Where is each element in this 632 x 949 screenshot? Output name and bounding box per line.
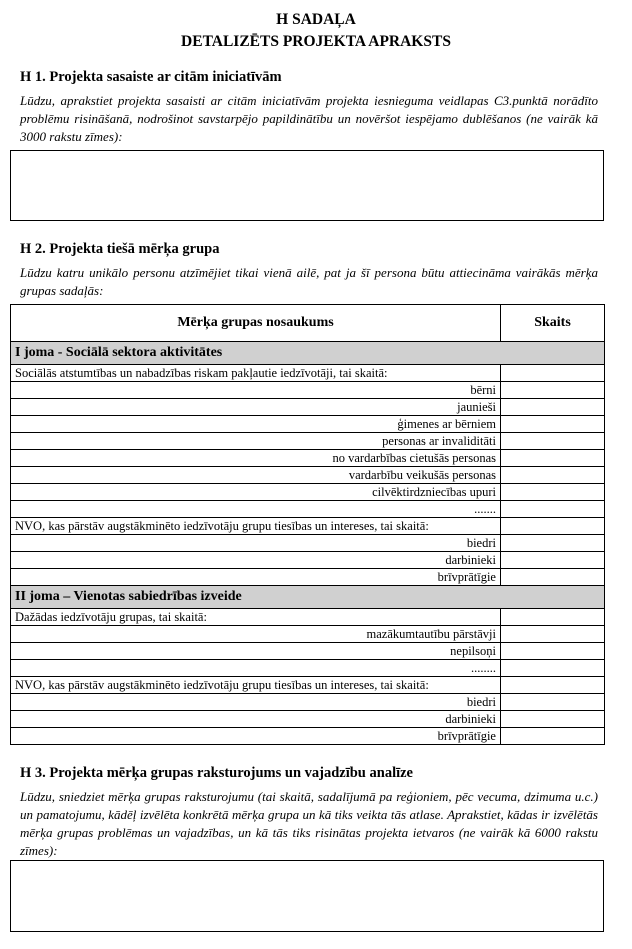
h1-instruction: Lūdzu, aprakstiet projekta sasaisti ar citām iniciatīvām projekta iesnieguma veidlapas C3.punktā norādīto problēmu risināšanā, nodrošinot savstarpējo papildinātību un novēršot iespējamo dublēšanos (ne vairāk kā 3000 rakstu zīmes): (20, 93, 598, 144)
h3-text-area[interactable] (10, 860, 604, 932)
count-cell[interactable] (501, 626, 605, 643)
h1-heading: H 1. Projekta sasaiste ar citām iniciatīvām (20, 69, 282, 85)
table-row (11, 643, 605, 660)
count-cell[interactable] (501, 569, 605, 586)
table-row (11, 484, 605, 501)
col-header-count: Skaits (501, 305, 605, 342)
subgroup-label: ģimenes ar bērniem (11, 416, 501, 433)
count-cell[interactable] (501, 382, 605, 399)
table-row (11, 677, 605, 694)
group-label: NVO, kas pārstāv augstākminēto iedzīvotāju grupu tiesības un intereses, tai skaitā: (11, 677, 501, 694)
group-label: NVO, kas pārstāv augstākminēto iedzīvotāju grupu tiesības un intereses, tai skaitā: (11, 518, 501, 535)
h3-heading: H 3. Projekta mērķa grupas raksturojums un vajadzību analīze (20, 765, 413, 781)
count-cell[interactable] (501, 694, 605, 711)
h3-instruction: Lūdzu, sniedziet mērķa grupas raksturojumu (tai skaitā, sadalījumā pa reģioniem, pēc vecuma, dzimuma u.c.) un pamatojumu, kādēļ izvēlēta konkrētā mērķa grupa un kā tiks veikta tās atlase. Aprakstiet, kādas ir izvēlētās mērķa grupas problēmas un vajadzības, un kā tās tiks risinātas projekta ietvaros (ne vairāk kā 6000 rakstu zīmes): (20, 789, 598, 858)
count-cell[interactable] (501, 365, 605, 382)
table-row (11, 535, 605, 552)
subgroup-label: darbinieki (11, 711, 501, 728)
count-cell[interactable] (501, 501, 605, 518)
group-label: Sociālās atstumtības un nabadzības riskam pakļautie iedzīvotāji, tai skaitā: (11, 365, 501, 382)
table-row (11, 467, 605, 484)
count-cell[interactable] (501, 711, 605, 728)
count-cell[interactable] (501, 643, 605, 660)
page-subtitle: DETALIZĒTS PROJEKTA APRAKSTS (181, 33, 451, 50)
subgroup-label: cilvēktirdzniecības upuri (11, 484, 501, 501)
table-row (11, 728, 605, 745)
count-cell[interactable] (501, 450, 605, 467)
table-row (11, 660, 605, 677)
table-row (11, 694, 605, 711)
table-row (11, 518, 605, 535)
count-cell[interactable] (501, 484, 605, 501)
table-header-row (11, 305, 605, 342)
subgroup-label: ....... (11, 501, 501, 518)
h2-instruction: Lūdzu katru unikālo personu atzīmējiet tikai vienā ailē, pat ja šī persona būtu attiecināma vairākās mērķa grupas sadaļās: (20, 265, 598, 298)
subgroup-label: bērni (11, 382, 501, 399)
section-row (11, 342, 605, 365)
h1-text-area[interactable] (10, 150, 604, 221)
page-title: H SADAĻA (276, 11, 356, 28)
subgroup-label: no vardarbības cietušās personas (11, 450, 501, 467)
subgroup-label: biedri (11, 535, 501, 552)
table-row (11, 569, 605, 586)
group-label: Dažādas iedzīvotāju grupas, tai skaitā: (11, 609, 501, 626)
count-cell[interactable] (501, 535, 605, 552)
h2-heading: H 2. Projekta tiešā mērķa grupa (20, 241, 220, 257)
subgroup-label: biedri (11, 694, 501, 711)
table-row (11, 365, 605, 382)
table-row (11, 609, 605, 626)
table-row (11, 382, 605, 399)
table-row (11, 711, 605, 728)
count-cell[interactable] (501, 518, 605, 535)
subgroup-label: nepilsoņi (11, 643, 501, 660)
subgroup-label: personas ar invaliditāti (11, 433, 501, 450)
table-row (11, 416, 605, 433)
col-header-name: Mērķa grupas nosaukums (11, 305, 501, 342)
subgroup-label: ........ (11, 660, 501, 677)
section-row (11, 586, 605, 609)
count-cell[interactable] (501, 677, 605, 694)
subgroup-label: jaunieši (11, 399, 501, 416)
target-group-table (10, 304, 605, 745)
count-cell[interactable] (501, 660, 605, 677)
subgroup-label: vardarbību veikušās personas (11, 467, 501, 484)
count-cell[interactable] (501, 467, 605, 484)
subgroup-label: mazākumtautību pārstāvji (11, 626, 501, 643)
section-title: II joma – Vienotas sabiedrības izveide (11, 586, 605, 609)
count-cell[interactable] (501, 609, 605, 626)
count-cell[interactable] (501, 552, 605, 569)
table-row (11, 501, 605, 518)
table-row (11, 626, 605, 643)
subgroup-label: darbinieki (11, 552, 501, 569)
section-title: I joma - Sociālā sektora aktivitātes (11, 342, 605, 365)
count-cell[interactable] (501, 433, 605, 450)
count-cell[interactable] (501, 416, 605, 433)
subgroup-label: brīvprātīgie (11, 569, 501, 586)
count-cell[interactable] (501, 728, 605, 745)
table-row (11, 433, 605, 450)
count-cell[interactable] (501, 399, 605, 416)
table-row (11, 552, 605, 569)
table-row (11, 450, 605, 467)
subgroup-label: brīvprātīgie (11, 728, 501, 745)
table-row (11, 399, 605, 416)
